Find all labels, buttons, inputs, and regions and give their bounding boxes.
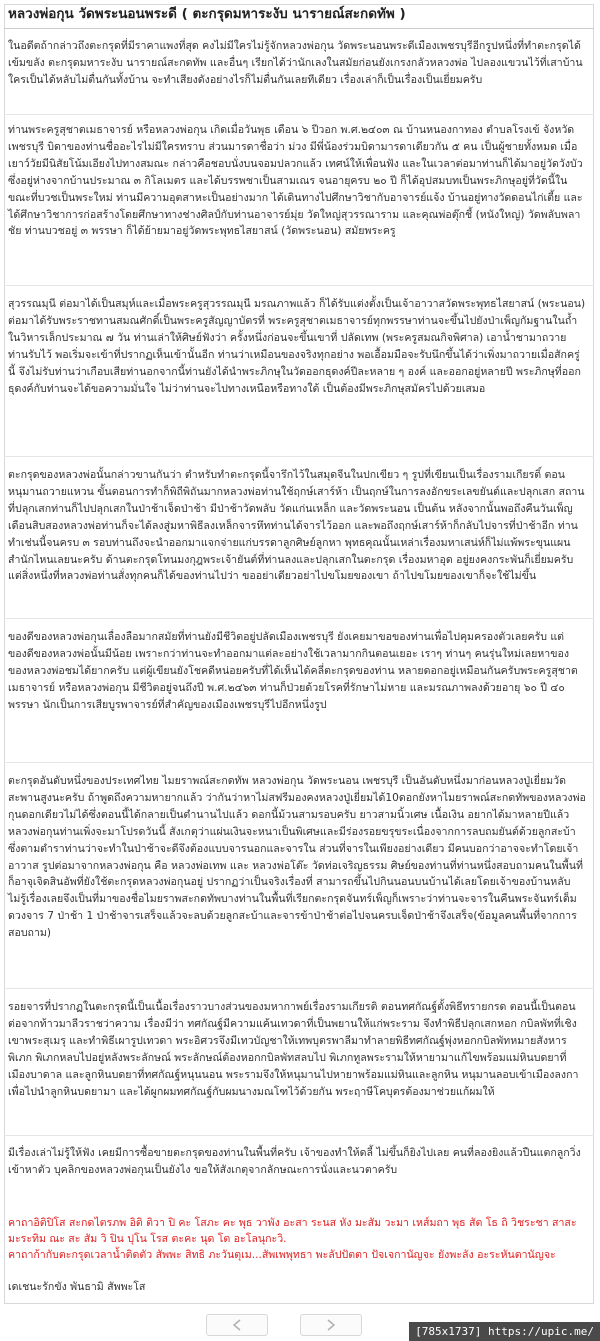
chevron-left-icon — [207, 1315, 267, 1335]
chevron-right-icon — [301, 1315, 361, 1335]
divider — [4, 285, 594, 286]
paragraph-5: ของดีของหลวงพ่อกุนเลื่องลือมากสมัยที่ท่านยังมีชีวิตอยู่ปลัดเมืองเพชรบุรี ยังเคยมาขอของท่านเพื่อไปคุมครองตัวเลยครับ แต่ของดีของหลวงพ่อนั้นมีน้อย เพราะกว่าท่านจะทำออกมาแต่ละอย่างใช้เวลามากกินตอนเยอะ เราๆ ท่านๆ คนรุ่นใหม่เลยหาของของหลวงพ่อชมได้ยากครับ แต่ผู้เขียนยังโชคดีหน่อยครับที่ได้เห็นได้คลี่ตะกรุดของท่าน หลายดอกอยู่เหมือนกันครับพระครูสุชาตเมธาจารย์ หรือหลวงพ่อกุน มีชีวิตอยู่จนถึงปี พ.ศ.๒๔๖๓ ท่านก็ป่วยด้วยโรคที่รักษาไม่หาย และมรณภาพลงด้วยอายุ ๖๐ ปี ๔๐ พรรษา นักเป็นการเสียบูรพาจารย์ที่สำคัญของเมืองเพชรบุรีไปอีกหนึ่งรูป — [8, 631, 578, 711]
katha-line-3: เดเชนะรักขัง พันธามิ สัพพะโส — [8, 1281, 146, 1293]
divider — [4, 456, 594, 457]
divider — [4, 114, 594, 115]
divider — [4, 762, 594, 763]
katha-line-2: คาถาก้ากับตะกรุดเวลาน้ำติดตัว สัพพะ สิทธิ ภะวันตุเม...สัพเพพุทธา พะลัปปัตตา ปัจเจกานัญจะ ยังพะลัง อะระหันตานัญจะ — [8, 1249, 556, 1261]
paragraph-6: ตะกรุดอันดับหนึ่งของประเทศไทย ไมยราพณ์สะกดทัพ หลวงพ่อกุน วัดพระนอน เพชรบุรี เป็นอันดับหนึ่งมาก่อนหลวงปู่เยี่ยมวัดสะพานสูงนะครับ ถ้าพูดถึงความหายากแล้ว ว่ากันว่าหาไม่สฟรีมองคงหลวงปู่เยี่ยมได้10ดอกยังหาไมยราพณ์สะกดทัพของหลวงพ่อกุนดอกเดียวไม่ได้ซึ่งตอนนี้ได้กลายเป็นตำนานไปแล้ว ดอกนี้ม้วนสามรอบครับ ยาวสามนิ้วเศษ เนื้อเงิน อยากได้มาหลายปีแล้ว หลวงพ่อกุนท่านเพิ่งจะมาโปรดวันนี้ สังเกตุว่าแผ่นเงินจะหนาเป็นพิเศษและมีร่องรอยขรุขระเนื่องจากการลบถมยันต์ด้วยลูกสะบ้า ซึ่งตามตำราท่านว่าจะทำในป่าช้าจะดีจึงต้องแบบจารนอกและจารใน ส่วนที่จารในเพียงอย่างเดียว มีคนบอกว่าอาจจะทำโดยเจ้าอาวาส รูปต่อมาจากหลวงพ่อกุน คือ หลวงพ่อเทพ และ หลวงพ่อโต๊ะ วัดท่อเจริญธรรม ศิษย์ของท่านที่ท่านหนึ่งสอบถามคนในพื้นที่ ก็อาจุเจิดสินอัพที่ยังใช้ตะกรุดหลวงพ่อกุนอยู่ ปรากฏว่าเป็นจริงเรื่องที่ สามารถขึ้นไปกินนอนบนบ้านได้เลยโดยเจ้าของบ้านหลับไม่รู้เรื่องเลยจึงเป็นที่มาของชื่อไมยราพสะกดทัพบางท่านในพื้นที่เรียกตะกรุดจันทร์เพ็ญก็เพราะว่าท่านจะจารในคืนพระจันทร์เต็มดวงจาร 7 ป่าช้า 1 ป่าช้าจารเสร็จแล้วจะลบด้วยลูกสะบ้าและจารข้าป่าช้าต่อไปจนครบเจ็ดป่าช้าจึงเสร็จ(ข้อมูลคนพื้นที่จากการสอบถาม) — [8, 775, 586, 940]
paragraph-8: มีเรื่องเล่าไม่รู้ให้ฟัง เคยมีการซื้อขายตะกรุดของท่านในพื้นที่ครับ เจ้าของทำให้ดลี้ ไม่ขึ้นก็ยิงไปเลย คนที่ลองยิงแล้วปืนแตกลูกวิ่งเข้าหาตัว บุคลิกของหลวงพ่อกุนเป็นยังไง ขอให้สังเกตุจากลักษณะการนั่งและนวตาครับ — [8, 1147, 581, 1176]
bottom-nav-bar — [0, 1309, 600, 1341]
next-page-button[interactable] — [300, 1314, 362, 1336]
image-host-watermark: [785x1737] https://upic.me/ — [409, 1322, 600, 1341]
paragraph-7: รอยจารที่ปรากฏในตะกรุดนี้เป็นเนื้อเรื่องราวบางส่วนของมหากาพย์เรื่องรามเกียรติ ตอนทศกัณฐ์ตั้งพิธีทรายกรด ตอนนี้เป็นตอนต่อจากท้าวมาลีวราชว่าความ เรื่องมีว่า ทศกัณฐ์มีความแค้นเทวดาที่เป็นพยานให้แก่พระราม จึงทำพิธีปลุกเสกหอก กบิลพัทที่เชิงเขาพระสุเมรุ และทำพิธีเผารูปเทวดา พระอิศวรจึงมีเทวบัญชาให้เทพบุตรพาลีมาทำลายพิธีทศกัณฐ์พุ่งหอกกบิลพัทหมายสังหารพิเภก พิเภกหลบไปอยู่หลังพระลักษณ์ พระลักษณ์ต้องหอกกบิลพัทสลบไป พิเภกทูลพระรามให้หายามาแก้ไขพร้อมแม่หินบดยาที่เมืองบาดาล และลูกหินบดยาที่ทศกัณฐ์หนุนนอน พระรามจึงให้หนุมานไปหายาพร้อมแม่หินและลูกหิน หนุมานลอบเข้าเมืองลงกาเพื่อไปนำลูกหินบดยามา และได้ผูกผมทศกัณฐ์กับผมนางมณโฑไว้ด้วยกัน พระฤาษีโคบุตรต้องมาช่วยแก้ผมให้ — [8, 1001, 579, 1098]
article-title: หลวงพ่อกุน วัดพระนอนพระดี ( ตะกรุดมหาระงับ นารายณ์สะกดทัพ ) — [8, 6, 406, 22]
paragraph-4: ตะกรุดของหลวงพ่อนั้นกล่าวขานกันว่า ตำหรับทำตะกรุดนี้จารึกไว้ในสมุดจีนในปกเขียว ๆ รูปที่เขียนเป็นเรื่องรามเกียรติ์ ตอนหนุมานถวายแหวน ขั้นตอนการทำก็พิถีพิถันมากหลวงพ่อท่านใช้ฤกษ์เสาร์ห้า เป็นฤกษ์ในการลงอักขระเลขยันต์และปลุกเสก สถานที่ปลุกเสกท่านก็ไปปลุกเสกในป่าช้าเจ็ดป่าช้า มีป่าช้าวัดพลับ วัดแก่นเหล็ก และวัดพระนอน เป็นต้น หลังจากนั้นพอถึงคืนวันเพ็ญเดือนสิบสองหลวงพ่อท่านก็จะได้ลงสู่มหาพิธีลงเหล็กจารหึทท่านได้จารไว้ออก และพอถึงฤกษ์เสาร์ห้าก็กลับไปจารที่ป่าช้าอีก ท่านทำเช่นนี้จนครบ ๓ รอบท่านถึงจะนำออกมาแจกจ่ายแก่บรรดาลูกศิษย์ลูกหา พุทธคุณนั้นเหล่าเรื่องมหาเสน่ห์ก็ไม่แพ้พระขุนแผนสำนักไหนเลยนะครับ ด้านตะกรุดโทนมงกุฎพระเจ้ายันต์ที่ท่านลงและปลุกเสกในตะกรุด เรื่องมหาอุด อยู่ยงคงกระพันก็เยี่ยมครับ แต่สิ่งหนึ่งที่หลวงพ่อท่านสั่งทุกคนก็ได้ของท่านไปว่า ขออย่าเดียวอย่าไปขโมยของเขา ถ้าไปขโมยของเขาก็จะใช้ไม่ขึ้น — [8, 469, 585, 583]
paragraph-1: ในอดีตถ้ากล่าวถึงตะกรุดที่มีราคาแพงที่สุด คงไม่มีใครไม่รู้จักหลวงพ่อกุน วัดพระนอนพระดีเมืองเพชรบุรีอีกรูปหนึ่งที่ทำตะกรุดได้เข้มขลัง ตะกรุดมหาระงับ นารายณ์สะกดทัพ และอื่นๆ เรียกได้ว่านักเลงในสมัยก่อนยังเกรงกลัวหลวงพ่อ ไปลองแขวนไว้ที่เสาบ้านใครเป็นได้หลับไม่ตื่นกันทั้งบ้าน จะทำเสียงดังอย่างไรก็ไม่ตื่นกันเลยทีเดียว เรื่องเล่าก็เป็นเรื่องเป็นเยี่ยมครับ — [8, 40, 583, 86]
divider — [4, 988, 594, 989]
divider — [4, 618, 594, 619]
katha-line-1: คาถาอิติปิโส สะกดไตรภพ อิติ ติวา ปิ คะ โสภะ คะ พุธ วาพัง อะสา ระนส หัง มะสัม วะมา เหส์มถา พุธ สัต โธ ถิ วิชระชา สาสะมะระทิม ณะ สะ สัม วิ ปิน ปุโน โรส ตะคะ นุด โต อะโลนุกะวิ. — [8, 1217, 577, 1245]
paragraph-2: ท่านพระครูสุชาตเมธาจารย์ หรือหลวงพ่อกุน เกิดเมื่อวันพุธ เดือน ๖ ปีวอก พ.ศ.๒๔๐๓ ณ บ้านหนองกาทอง ตำบลโรงเข้ จังหวัดเพชรบุรี บิดาของท่านชื่ออะไรไม่มีใครทราบ ส่วนมารดาชื่อว่า ม่วง มีพี่น้องร่วมบิดามารดาเดียวกัน ๕ คน เป็นผู้ชายทั้งหมด เมื่อเยาว์วัยมีนิสัยโน้มเอียงไปทางสมณะ กล่าวคือชอบนั่งบนจอมปลวกแล้ว เทศน์ให้เพื่อนฟัง และในเวลาต่อมาท่านก็ได้มาอยู่วัดวังบัว ซึ่งอยู่ห่างจากบ้านประมาณ ๓ กิโลเมตร และได้บรรพชาเป็นสามเณร จนอายุครบ ๒๐ ปี ก็ได้อุปสมบทเป็นพระภิกษุอยู่ที่วัดนี้ในขณะที่บวชเป็นพระใหม่ ท่านมีความอุตสาหะเป็นอย่างมาก ได้เดินทางไปศึกษาวิชากับอาจารย์แจ้ง บ้านอยู่ทางวัดดอนไก่เตี้ย และได้ศึกษาวิชาการก่อสร้างโดยศึกษาทางช่างศิลป์กับท่านอาจารย์มุ่ย วัดใหญ่สุวรรณาราม และคุณพ่อตุ๊กชี้ (หนังใหญ่) วัดพลับพลาชัย ท่านบวชอยู่ ๓ พรรษา ก็ได้ย้ายมาอยู่วัดพระพุทธไสยาสน์ (วัดพระนอน) สมัยพระครู — [8, 124, 583, 238]
divider — [4, 1135, 594, 1136]
prev-page-button[interactable] — [206, 1314, 268, 1336]
paragraph-3: สุวรรณมุนี ต่อมาได้เป็นสมุห์และเมื่อพระครูสุวรรณมุนี มรณภาพแล้ว ก็ได้รับแต่งตั้งเป็นเจ้าอาวาสวัดพระพุทธไสยาสน์ (พระนอน) ต่อมาได้รับพระราชทานสมณศักดิ์เป็นพระครูสัญญาบัตรที่ พระครูสุชาตเมธาจารย์ทุกพรรษาท่านจะขึ้นไปยังป่าเพ็ญกัมฐานในถ้ำ ในวิหารเล็กประมาณ ๗ วัน ท่านเล่าให้ศิษย์ฟังว่า ครั้งหนึ่งก่อนจะขึ้นเขาที่ ปลัดเทพ (พระครูสมณกิจพิศาล) เอาน้ำชามาถวายท่านรับไว้ พอเริ่มจะเข้าที่ปรากฏเห็นเข้านั้นอีก ท่านว่าเหมือนของจริงทุกอย่าง พอเอื้อมมือจะรับนึกขึ้นได้ว่าเพิ่งมาถวายเมื่อสักครู่นี้ จึงไม่รับท่านว่าเกือบเสียท่านอกจากนี้ท่านยังได้นำพระภิกษุในวัดออกธุดงค์ปีละหลาย ๆ องค์ และออกอยู่หลายปี พระภิกษุที่ออกธุดงค์กับท่านจะได้ขอความมั่นใจ ไม่ว่าท่านจะไปทางเหนือหรือทางใต้ เป็นต้องมีพระภิกษุสมัครไปด้วยเสมอ — [8, 298, 586, 395]
title-divider — [4, 28, 594, 29]
